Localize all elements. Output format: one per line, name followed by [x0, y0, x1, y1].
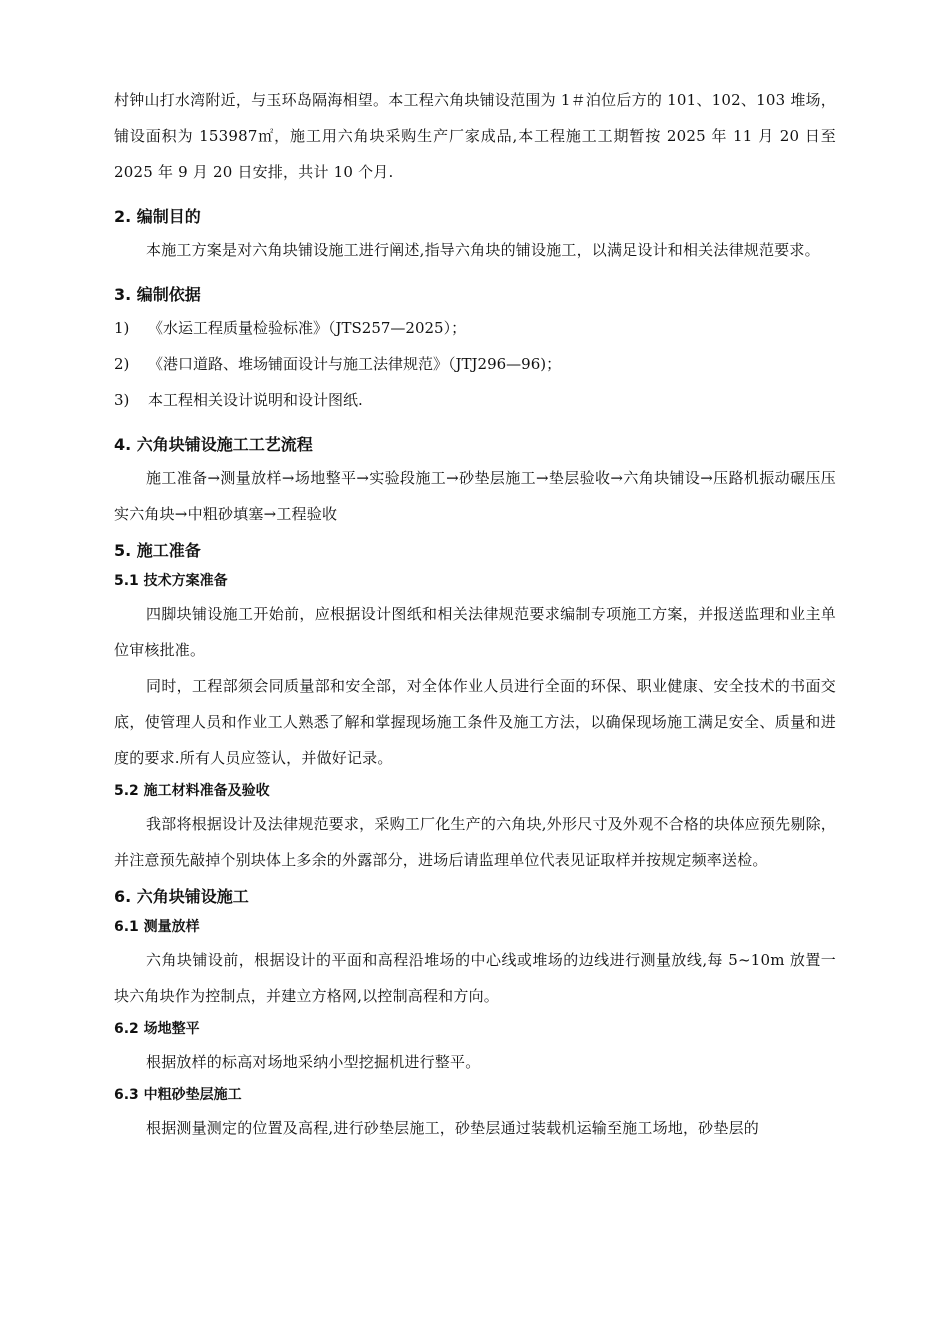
section-4-body: 施工准备→测量放样→场地整平→实验段施工→砂垫层施工→垫层验收→六角块铺设→压路机振动碾压压实六角块→中粗砂填塞→工程验收 — [114, 469, 836, 523]
section-5-heading: 5. 施工准备 — [114, 541, 201, 560]
section-5-1-heading: 5.1 技术方案准备 — [114, 573, 228, 589]
document-page — [114, 82, 836, 1146]
section-5-2-paragraph-1: 我部将根据设计及法律规范要求，采购工厂化生产的六角块,外形尺寸及外观不合格的块体应预先剔除，并注意预先敲掉个别块体上多余的外露部分，进场后请监理单位代表见证取样并按规定频率送检。 — [114, 815, 836, 869]
section-2-body: 本施工方案是对六角块铺设施工进行阐述,指导六角块的铺设施工，以满足设计和相关法律规范要求。 — [146, 241, 820, 259]
section-5-1-paragraph-2: 同时，工程部须会同质量部和安全部，对全体作业人员进行全面的环保、职业健康、安全技术的书面交底，使管理人员和作业工人熟悉了解和掌握现场施工条件及施工方法，以确保现场施工满足安全、质量和进度的要求.所有人员应签认，并做好记录。 — [114, 677, 836, 767]
section-6-2-paragraph-1: 根据放样的标高对场地采纳小型挖掘机进行整平。 — [146, 1053, 481, 1071]
list-item-number: 1) — [114, 319, 130, 337]
intro-paragraph: 村钟山打水湾附近，与玉环岛隔海相望。本工程六角块铺设范围为 1＃泊位后方的 101、102、103 堆场，铺设面积为 153987㎡，施工用六角块采购生产厂家成品,本工程施工工期暂按 2025 年 11 月 20 日至 2025 年 9 月 20 日安排，共计 10 个月. — [114, 91, 836, 181]
section-6-3-paragraph-1: 根据测量测定的位置及高程,进行砂垫层施工，砂垫层通过装载机运输至施工场地，砂垫层的 — [146, 1119, 759, 1137]
section-6-1-heading: 6.1 测量放样 — [114, 919, 200, 935]
basis-list — [114, 310, 836, 418]
section-4-heading: 4. 六角块铺设施工工艺流程 — [114, 435, 313, 454]
section-6-heading: 6. 六角块铺设施工 — [114, 887, 249, 906]
list-item-number: 3) — [114, 391, 130, 409]
list-item-text: 《水运工程质量检验标准》（JTS257—2025）； — [148, 319, 467, 337]
section-6-3-heading: 6.3 中粗砂垫层施工 — [114, 1087, 242, 1103]
list-item — [114, 310, 836, 346]
list-item-text: 《港口道路、堆场铺面设计与施工法律规范》（JTJ296—96)； — [148, 355, 562, 373]
list-item-number: 2) — [114, 355, 130, 373]
list-item — [114, 382, 836, 418]
section-6-2-heading: 6.2 场地整平 — [114, 1021, 200, 1037]
list-item — [114, 346, 836, 382]
section-6-1-paragraph-1: 六角块铺设前，根据设计的平面和高程沿堆场的中心线或堆场的边线进行测量放线,每 5~10m 放置一块六角块作为控制点，并建立方格网,以控制高程和方向。 — [114, 951, 836, 1005]
section-2-heading: 2. 编制目的 — [114, 207, 201, 226]
list-item-text: 本工程相关设计说明和设计图纸. — [148, 391, 363, 409]
section-5-1-paragraph-1: 四脚块铺设施工开始前，应根据设计图纸和相关法律规范要求编制专项施工方案，并报送监理和业主单位审核批准。 — [114, 605, 836, 659]
section-5-2-heading: 5.2 施工材料准备及验收 — [114, 783, 270, 799]
section-3-heading: 3. 编制依据 — [114, 285, 201, 304]
